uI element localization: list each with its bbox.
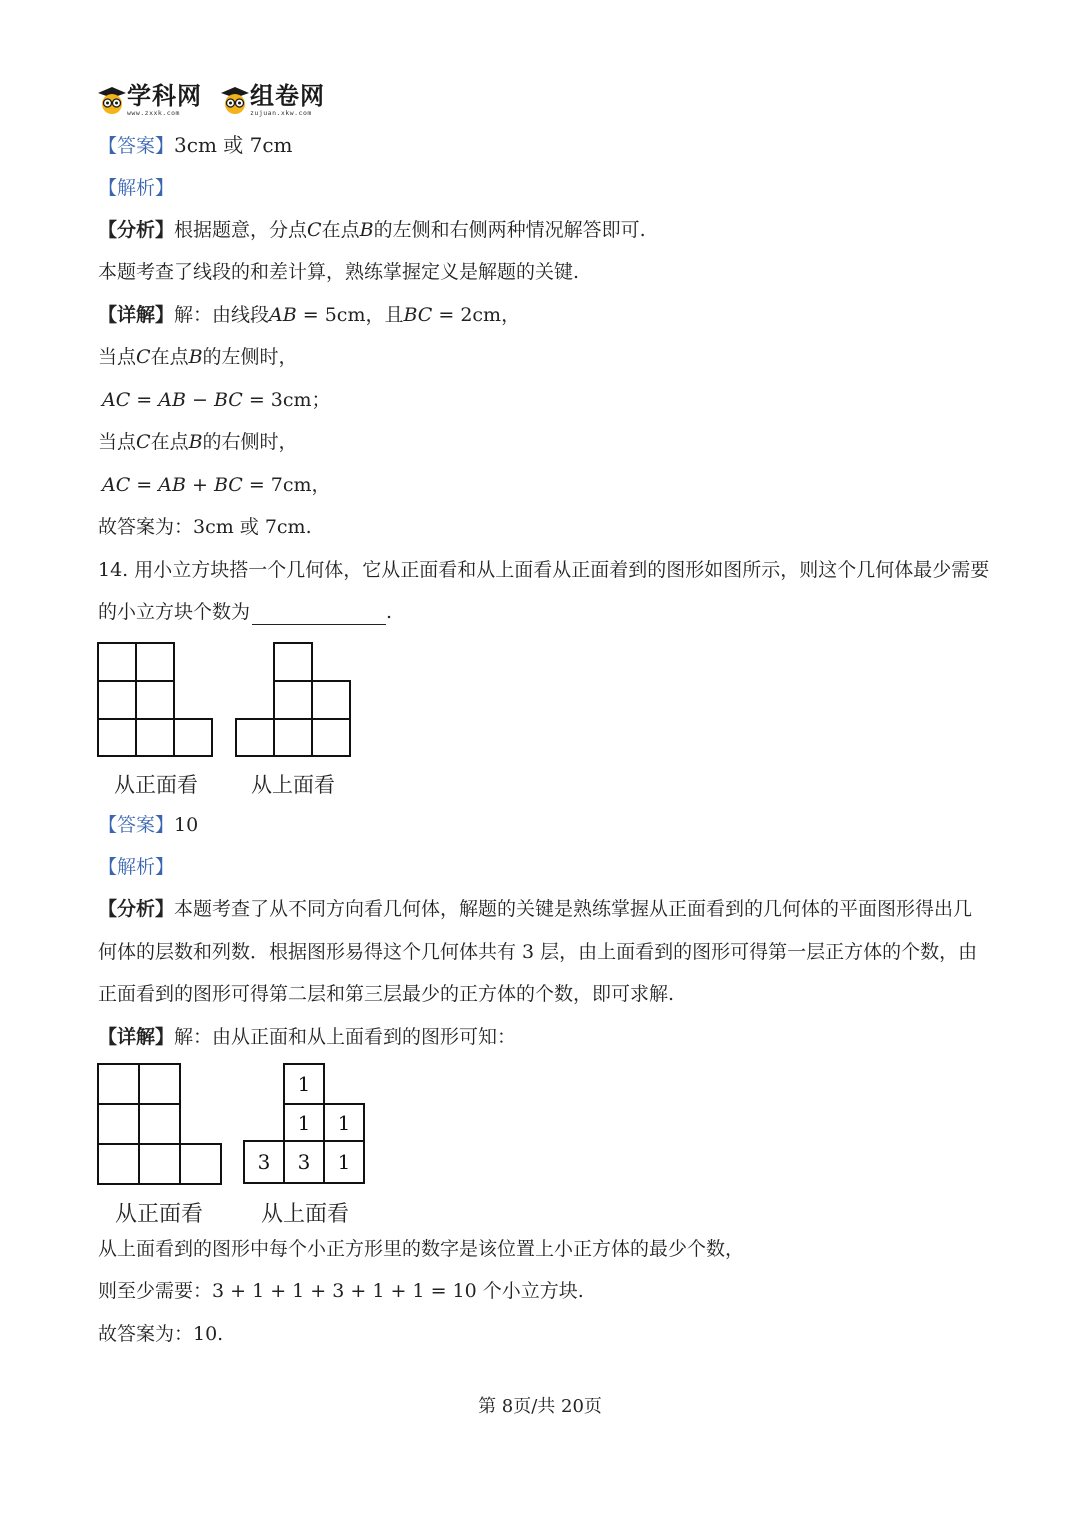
front-view-figure-2 xyxy=(97,1063,222,1185)
math-var: AB xyxy=(158,474,186,496)
q13-summary-line: 本题考查了线段的和差计算，熟练掌握定义是解题的关键. xyxy=(98,261,580,283)
q13-final-line: 故答案为：3cm 或 7cm. xyxy=(98,516,312,538)
text: = 2cm， xyxy=(432,304,521,326)
logo-name: 学科网 xyxy=(127,82,202,110)
q14-question-line2 xyxy=(98,599,392,625)
q14-question-line1: 14. 用小立方块搭一个几何体，它从正面看和从上面看从正面着到的图形如图所示，则这个几何体最少需要 xyxy=(98,559,990,581)
q13-fenxi-line xyxy=(98,217,646,243)
cell-count-mid-left: 1 xyxy=(297,1111,311,1135)
text: 当点 xyxy=(98,346,137,368)
text: = xyxy=(130,389,159,411)
q13-jiexi-line xyxy=(98,175,174,201)
q13-xiangjie-line xyxy=(98,302,520,328)
math-var: B xyxy=(359,219,374,241)
caption-top-view: 从上面看 xyxy=(251,773,335,797)
text: 在点 xyxy=(321,219,360,241)
text: 根据题意，分点 xyxy=(174,219,308,241)
q14-fenxi-line3: 正面看到的图形可得第二层和第三层最少的正方体的个数，即可求解. xyxy=(98,983,675,1005)
text: 在点 xyxy=(150,431,189,453)
math-var: BC xyxy=(403,304,433,326)
text: = 7cm， xyxy=(242,474,331,496)
cell-count-bottom-right: 1 xyxy=(337,1150,351,1174)
q14-fenxi-line1 xyxy=(98,896,972,922)
math-var: B xyxy=(188,431,203,453)
text: 的右侧时， xyxy=(202,431,298,453)
answer-text: 3cm 或 7cm xyxy=(174,133,293,157)
cell-count-top: 1 xyxy=(297,1072,311,1096)
jiexi-tag: 【解析】 xyxy=(98,856,175,878)
text: 解：由从正面和从上面看到的图形可知： xyxy=(174,1026,517,1048)
owl-mascot-icon xyxy=(97,85,127,115)
text: 的小立方块个数为 xyxy=(98,601,251,623)
header-logos xyxy=(97,78,343,122)
math-var: BC xyxy=(213,474,243,496)
cell-count-mid-right: 1 xyxy=(337,1111,351,1135)
answer-tag: 【答案】 xyxy=(98,135,175,157)
text: = 5cm，且 xyxy=(296,304,404,326)
text: 当点 xyxy=(98,431,137,453)
q14-explain-line: 从上面看到的图形中每个小正方形里的数字是该位置上小正方体的最少个数， xyxy=(98,1238,745,1260)
caption-front-view-2: 从正面看 xyxy=(115,1202,204,1227)
q14-xiangjie-line xyxy=(98,1024,516,1050)
q13-eq2-line xyxy=(102,472,331,498)
q13-case1-line xyxy=(98,344,298,370)
math-var: B xyxy=(188,346,203,368)
math-var: C xyxy=(307,219,322,241)
fenxi-tag: 【分析】 xyxy=(98,898,175,920)
logo-name: 组卷网 xyxy=(250,82,325,110)
text: 在点 xyxy=(150,346,189,368)
q14-answer-line xyxy=(98,812,198,838)
math-var: AB xyxy=(158,389,186,411)
logo-zxxk xyxy=(97,83,202,117)
cell-count-bottom-middle: 3 xyxy=(297,1150,311,1174)
math-var: C xyxy=(136,346,151,368)
logo-url: zujuan.xkw.com xyxy=(250,109,312,117)
answer-text: 10 xyxy=(174,814,199,836)
q14-calc-line: 则至少需要：3 + 1 + 1 + 3 + 1 + 1 = 10 个小立方块. xyxy=(98,1280,584,1302)
front-view-figure xyxy=(97,642,215,757)
math-var: AC xyxy=(102,389,131,411)
q14-fenxi-line2: 何体的层数和列数．根据图形易得这个几何体共有 3 层，由上面看到的图形可得第一层正方体的个数，由 xyxy=(98,941,978,963)
page-footer: 第 8页/共 20页 xyxy=(478,1396,602,1417)
top-view-figure-2 xyxy=(243,1063,367,1185)
logo-zujuan xyxy=(220,83,325,117)
q13-answer-line xyxy=(98,132,293,159)
caption-front-view: 从正面看 xyxy=(114,773,198,797)
math-var: AC xyxy=(102,474,131,496)
math-var: BC xyxy=(213,389,243,411)
logo-url: www.zxxk.com xyxy=(127,109,180,117)
fenxi-tag: 【分析】 xyxy=(98,219,175,241)
owl-mascot-icon xyxy=(220,85,250,115)
q14-jiexi-line xyxy=(98,854,174,880)
text: 的左侧时， xyxy=(202,346,298,368)
text: + xyxy=(185,474,214,496)
text: 解：由线段 xyxy=(174,304,270,326)
text: . xyxy=(386,601,393,623)
text: 本题考查了从不同方向看几何体，解题的关键是熟练掌握从正面看到的几何体的平面图形得出几 xyxy=(174,898,973,920)
q13-eq1-line xyxy=(102,387,331,413)
answer-blank xyxy=(252,606,386,625)
text: 的左侧和右侧两种情况解答即可. xyxy=(373,219,646,241)
answer-tag: 【答案】 xyxy=(98,814,175,836)
text: − xyxy=(185,389,214,411)
caption-top-view-2: 从上面看 xyxy=(261,1202,350,1227)
math-var: AB xyxy=(269,304,297,326)
top-view-figure xyxy=(235,642,353,757)
jiexi-tag: 【解析】 xyxy=(98,177,175,199)
xiangjie-tag: 【详解】 xyxy=(98,1026,175,1048)
text: = 3cm； xyxy=(242,389,331,411)
math-var: C xyxy=(136,431,151,453)
q13-case2-line xyxy=(98,429,298,455)
q14-final-line: 故答案为：10. xyxy=(98,1323,224,1345)
xiangjie-tag: 【详解】 xyxy=(98,304,175,326)
text: = xyxy=(130,474,159,496)
cell-count-bottom-left: 3 xyxy=(257,1150,271,1174)
